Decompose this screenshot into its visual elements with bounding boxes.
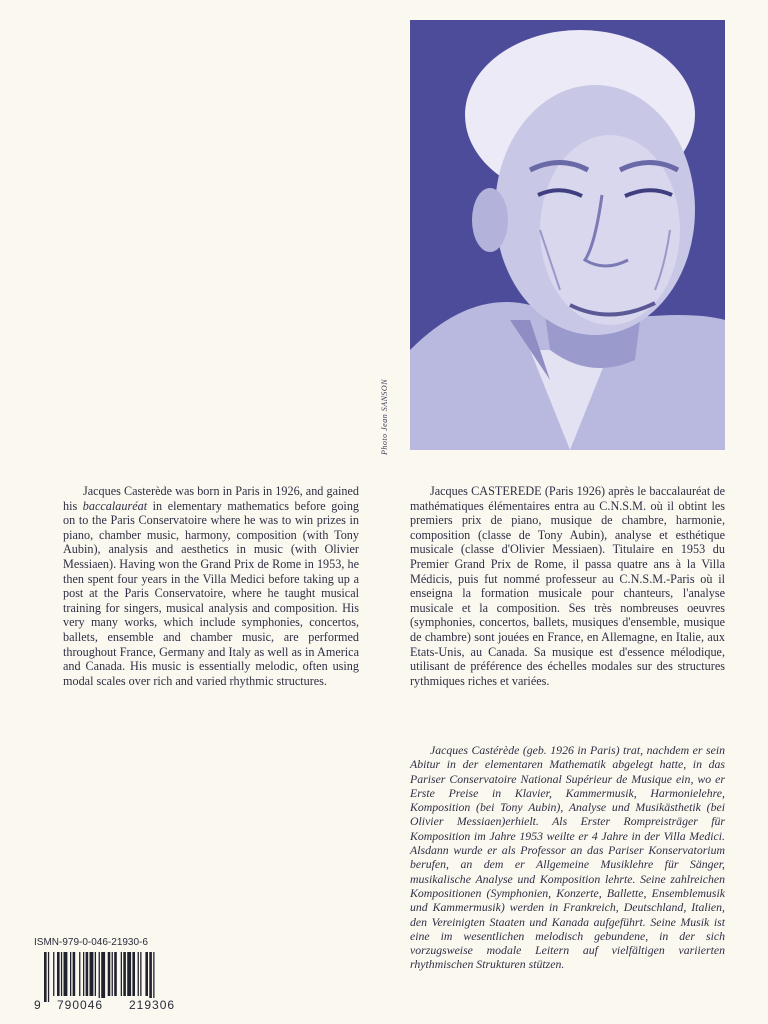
barcode-bar [83,952,84,996]
barcode-bar [112,952,113,996]
composer-photo [410,20,725,450]
barcode-digit-lead: 9 [34,998,42,1012]
barcode-bar [44,952,47,1002]
barcode-bar [145,952,148,996]
barcode-bar [140,952,141,996]
barcode-digits-left: 790046 [54,998,106,1012]
barcode-bar [123,952,126,996]
barcode-bars [34,952,204,1002]
barcode-bar [53,952,54,996]
barcode-bar [64,952,68,996]
french-biography [410,484,725,688]
barcode-bar [127,952,131,996]
barcode-bar [121,952,122,996]
ismn-number: ISMN-979-0-046-21930-6 [34,937,148,948]
german-biography [410,743,725,972]
barcode-bar [138,952,139,996]
barcode-bar [108,952,111,996]
barcode-bar [153,952,154,1002]
barcode-bar [90,952,94,996]
barcode-bar [61,952,62,996]
german-paragraph: Jacques Castérède (geb. 1926 in Paris) trat, nachdem er sein Abitur in der elementaren Mathematik abgelegt hatte, in das Pariser Conservatoire National Supérieur de Musique ein, wo er Erste Preise in Klavier, Kammermusik, Harmonielehre, Komposition (bei Tony Aubin), Analyse und Musikästhetik (bei Olivier Messiaen)erhielt. Als Erster Rompreisträger für Komposition im Jahre 1953 weilte er 4 Jahre in der Villa Medici. Alsdann wurde er als Professor an das Pariser Konservatorium berufen, an dem er Allgemeine Musiklehre für Sänger, musikalische Analyse und Komposition lehrte. Seine zahlreichen Kompositionen (Symphonien, Konzerte, Ballette, Ensemblemusik und Kammermusik) werden in Frankreich, Deutschland, Italien, den Vereinigten Staaten und Kanada aufgeführt. Seine Musik ist eine im wesentlichen melodisch gebundene, in der sich vorzugsweise modale Leitern auf vielfältigen variierten rhythmischen Strukturen stützen. [410,743,725,972]
barcode-digits-right: 219306 [126,998,178,1012]
barcode-bar [73,952,76,996]
barcode-bar [149,952,152,1002]
barcode-bar [57,952,60,996]
portrait-illustration [410,20,725,450]
barcode-bar [48,952,49,1002]
barcode-bar [114,952,117,996]
english-biography [63,484,359,688]
barcode-bar [79,952,80,996]
barcode-bar [70,952,71,996]
barcode-bar [132,952,135,996]
french-paragraph: Jacques CASTEREDE (Paris 1926) après le baccalauréat de mathématiques élémentaires entra au C.N.S.M. où il obtint les premiers prix de piano, musique de chambre, harmonie, composition (classe de Tony Aubin), analyse et esthétique musicale (classe d'Olivier Messiaen). Titulaire en 1953 du Premier Grand Prix de Rome, il passa quatre ans à la Villa Médicis, puis fut nommé professeur au C.N.S.M.-Paris où il enseigna la formation musicale pour chanteurs, l'analyse musicale et la composition. Ses très nombreuses oeuvres (symphonies, concertos, ballets, musiques d'ensemble, musique de chambre) sont jouées en France, en Allemagne, en Italie, aux Etats-Unis, au Canada. Sa musique est d'essence mélodique, utilisant de préférence des échelles modales sur des structures rythmiques riches et variées. [410,484,725,688]
barcode-bar [101,952,105,1002]
barcode-bar [86,952,89,996]
photo-credit: Photo Jean SANSON [380,378,389,455]
barcode-bar [95,952,96,996]
barcode-bar [99,952,100,1002]
english-paragraph: Jacques Casterède was born in Paris in 1926, and gained his baccalauréat in elementary mathematics before going on to the Paris Conservatoire where he was to win prizes in piano, chamber music, harmony, composition (with Tony Aubin), analysis and aesthetics in music (with Olivier Messiaen). Having won the Grand Prix de Rome in 1953, he then spent four years in the Villa Medici before taking up a post at the Paris Conservatoire, where he taught musical training for singers, musical analysis and composition. His very many works, which include symphonies, concertos, ballets, ensemble and chamber music, are performed throughout France, Germany and Italy as well as in America and Canada. His music is essentially melodic, often using modal scales over rich and varied rhythmic structures. [63,484,360,688]
